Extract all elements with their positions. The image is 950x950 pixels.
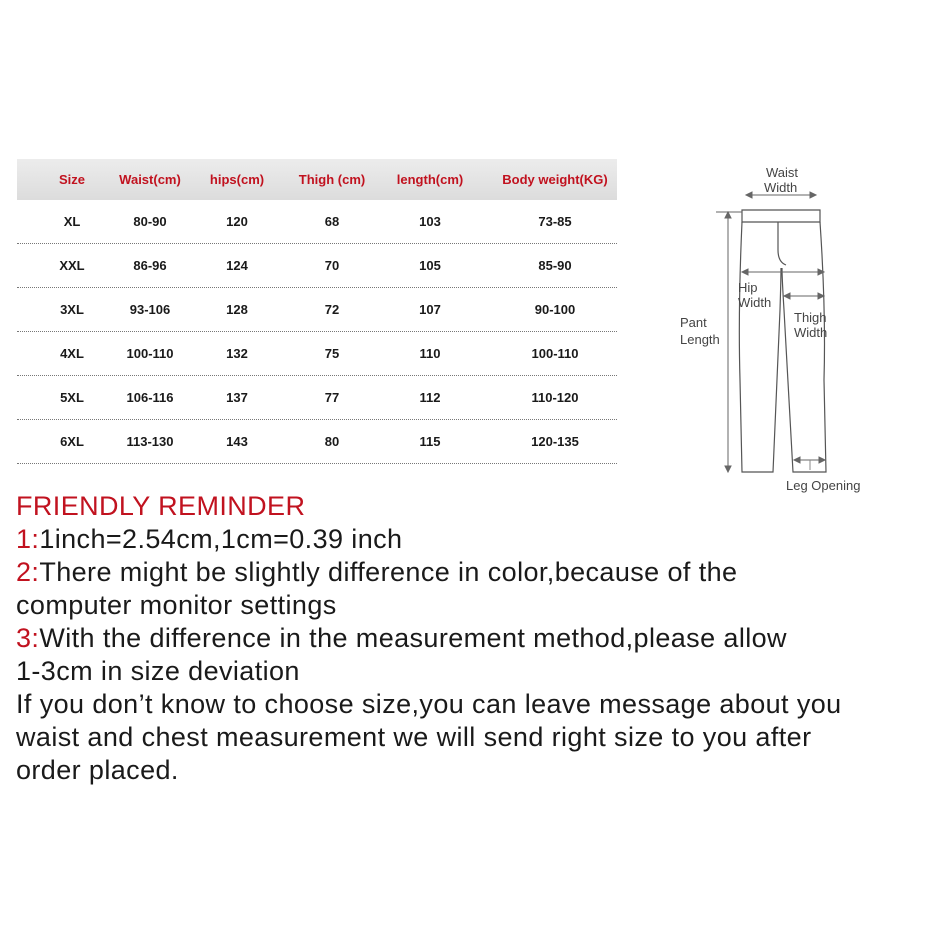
cell-length: 115 <box>419 434 441 449</box>
hip-arrow-head-left <box>742 269 748 275</box>
cell-body-weight: 110-120 <box>531 390 579 405</box>
friendly-reminder-section <box>16 490 946 787</box>
cell-size: 3XL <box>60 302 84 317</box>
reminder-item-2 <box>16 556 946 589</box>
table-row <box>17 420 617 464</box>
cell-waist: 106-116 <box>126 390 174 405</box>
item-3-number: 3: <box>16 623 40 653</box>
cell-thigh: 77 <box>324 390 340 405</box>
header-hips: hips(cm) <box>209 172 265 187</box>
header-length: length(cm) <box>396 172 464 187</box>
length-arrow-head-bottom <box>725 466 731 472</box>
table-row <box>17 288 617 332</box>
label-waist: Waist <box>766 165 799 180</box>
cell-body-weight: 120-135 <box>531 434 579 449</box>
item-2-number: 2: <box>16 557 40 587</box>
header-thigh: Thigh (cm) <box>298 172 366 187</box>
pants-measurement-diagram <box>660 150 920 510</box>
cell-thigh: 70 <box>324 258 340 273</box>
cell-waist: 93-106 <box>129 302 171 317</box>
cell-size: 4XL <box>60 346 84 361</box>
table-body <box>17 200 617 464</box>
reminder-item-2-continued: computer monitor settings <box>16 590 337 620</box>
reminder-note-line-1: If you don’t know to choose size,you can leave message about you <box>16 689 842 719</box>
cell-hips: 143 <box>226 434 248 449</box>
cell-body-weight: 73-85 <box>538 214 572 229</box>
length-arrow-head-top <box>725 212 731 218</box>
reminder-note-line-2: waist and chest measurement we will send right size to you after <box>16 722 812 752</box>
label-pant-length: Length <box>680 332 720 347</box>
waist-arrow-head-right <box>810 192 816 198</box>
size-chart-table <box>17 159 617 464</box>
cell-size: 6XL <box>60 434 84 449</box>
label-thigh-width: Width <box>794 325 828 340</box>
label-waist-width: Width <box>764 180 798 195</box>
cell-waist: 100-110 <box>126 346 174 361</box>
cell-size: XL <box>63 214 81 229</box>
cell-length: 105 <box>419 258 441 273</box>
reminder-item-3 <box>16 622 946 655</box>
cell-thigh: 72 <box>324 302 340 317</box>
cell-thigh: 68 <box>324 214 340 229</box>
cell-size: XXL <box>59 258 85 273</box>
cell-body-weight: 85-90 <box>538 258 572 273</box>
table-row <box>17 332 617 376</box>
reminder-title: FRIENDLY REMINDER <box>16 491 306 521</box>
cell-size: 5XL <box>60 390 84 405</box>
label-hip-width: Width <box>738 295 772 310</box>
leg-arrow-head-left <box>794 457 800 463</box>
left-leg-outline <box>739 222 781 472</box>
label-leg-opening: Leg Opening <box>786 478 861 493</box>
header-body-weight: Body weight(KG) <box>502 172 608 187</box>
cell-thigh: 75 <box>324 346 340 361</box>
cell-waist: 86-96 <box>133 258 167 273</box>
cell-length: 112 <box>419 390 441 405</box>
label-thigh: Thigh <box>794 310 827 325</box>
item-1-text: 1inch=2.54cm,1cm=0.39 inch <box>39 524 403 554</box>
cell-body-weight: 100-110 <box>531 346 579 361</box>
reminder-note-line-3: order placed. <box>16 755 179 785</box>
cell-length: 103 <box>419 214 441 229</box>
cell-hips: 128 <box>226 302 248 317</box>
waist-arrow-head-left <box>746 192 752 198</box>
cell-length: 110 <box>419 346 441 361</box>
cell-thigh: 80 <box>324 434 340 449</box>
cell-hips: 132 <box>226 346 248 361</box>
label-hip: Hip <box>738 280 758 295</box>
cell-hips: 120 <box>226 214 248 229</box>
item-1-number: 1: <box>16 524 40 554</box>
table-row <box>17 200 617 244</box>
table-row <box>17 376 617 420</box>
cell-hips: 124 <box>226 258 248 273</box>
thigh-arrow-head-left <box>784 293 790 299</box>
cell-hips: 137 <box>226 390 248 405</box>
cell-body-weight: 90-100 <box>534 302 576 317</box>
header-waist: Waist(cm) <box>119 172 181 187</box>
waistband-outline <box>742 210 820 222</box>
cell-waist: 113-130 <box>126 434 174 449</box>
table-header-row <box>17 159 617 200</box>
cell-waist: 80-90 <box>133 214 167 229</box>
table-row <box>17 244 617 288</box>
item-3-text: With the difference in the measurement method,please allow <box>39 623 787 653</box>
leg-arrow-head-right <box>819 457 825 463</box>
header-size: Size <box>58 172 85 187</box>
fly-curve <box>778 222 786 265</box>
label-pant: Pant <box>680 315 707 330</box>
cell-length: 107 <box>419 302 441 317</box>
item-2-text: There might be slightly difference in color,because of the <box>39 557 738 587</box>
reminder-item-1 <box>16 523 946 556</box>
right-leg-outline <box>782 222 826 472</box>
reminder-item-3-continued: 1-3cm in size deviation <box>16 656 300 686</box>
